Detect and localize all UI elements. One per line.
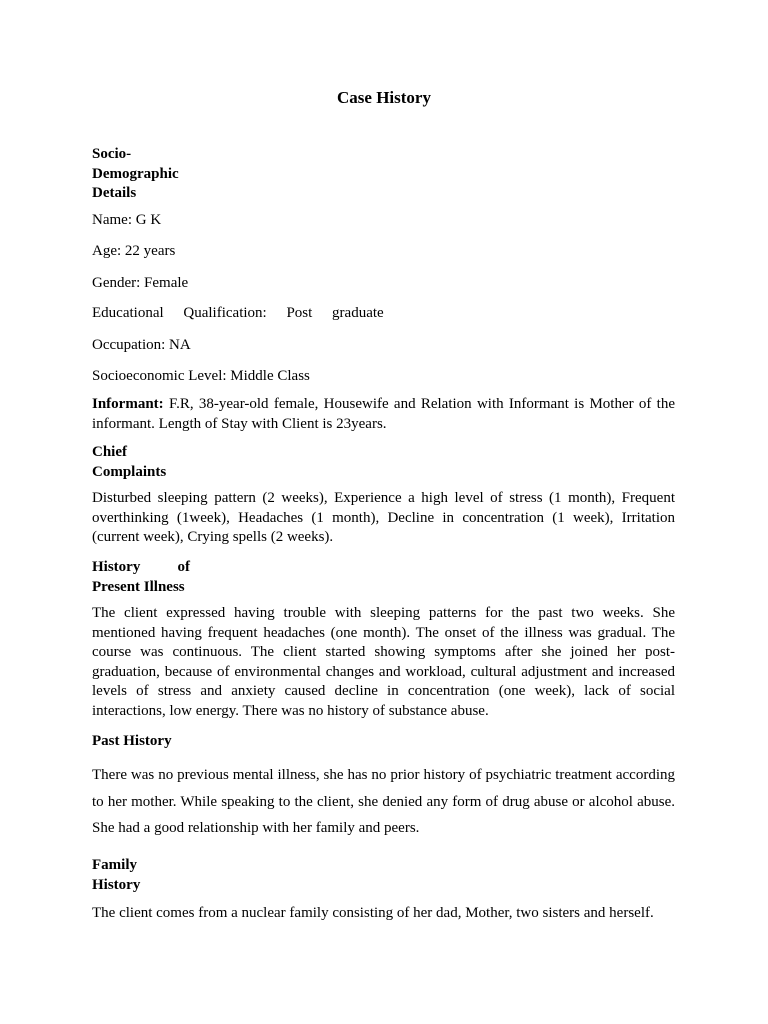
- chief-heading-line1: Chief: [92, 444, 127, 460]
- informant-paragraph: [92, 395, 675, 434]
- socio-heading-line1: Socio-: [92, 146, 132, 162]
- past-history-text: There was no previous mental illness, she has no prior history of psychiatric treatment according to her mother. While speaking to the client, she denied any form of drug abuse or alcohol abuse. She had a good relationship with her family and peers.: [92, 767, 675, 836]
- informant-label: Informant:: [92, 396, 164, 412]
- socioeconomic-field: Socioeconomic Level: Middle Class: [92, 368, 310, 384]
- family-heading-line2: History: [92, 876, 141, 893]
- age-field: Age: 22 years: [92, 243, 176, 259]
- past-history-heading: Past History: [92, 733, 172, 749]
- present-illness-text: The client expressed having trouble with sleeping patterns for the past two weeks. She mentioned having frequent headaches (one month). The onset of the illness was gradual. The course was continuous. The client started showing symptoms after she joined her post-graduation, because of environmental changes and workload, cultural adjustment and increased levels of stress and anxiety caused decline in concentration (one week), lack of social interactions, low energy. There was no history of substance abuse.: [92, 605, 675, 719]
- socio-heading-line3: Details: [92, 185, 137, 201]
- present-illness-heading-word1: History: [92, 559, 141, 575]
- education-field: Educational Qualification: Post graduate: [92, 305, 384, 321]
- page-title: Case History: [337, 88, 431, 107]
- present-illness-heading: [92, 558, 675, 597]
- present-illness-heading-word2: of: [177, 559, 190, 575]
- informant-text: F.R, 38-year-old female, Housewife and Relation with Informant is Mother of the informant. Length of Stay with Client is 23years.: [92, 396, 675, 432]
- socio-heading-line2: Demographic: [92, 165, 179, 182]
- chief-heading-line2: Complaints: [92, 463, 167, 480]
- family-history-text: The client comes from a nuclear family consisting of her dad, Mother, two sisters and herself.: [92, 905, 654, 921]
- present-illness-heading-line2: Present Illness: [92, 578, 185, 595]
- gender-field: Gender: Female: [92, 275, 189, 291]
- family-history-heading: [92, 856, 675, 895]
- socio-demographic-heading: [92, 145, 675, 204]
- occupation-field: Occupation: NA: [92, 337, 191, 353]
- name-field: Name: G K: [92, 212, 162, 228]
- chief-complaints-heading: [92, 443, 675, 482]
- chief-complaints-text: Disturbed sleeping pattern (2 weeks), Experience a high level of stress (1 month), Frequent overthinking (1week), Headaches (1 month), Decline in concentration (1 week), Irritation (current week), Crying spells (2 weeks).: [92, 490, 675, 545]
- family-heading-line1: Family: [92, 857, 137, 873]
